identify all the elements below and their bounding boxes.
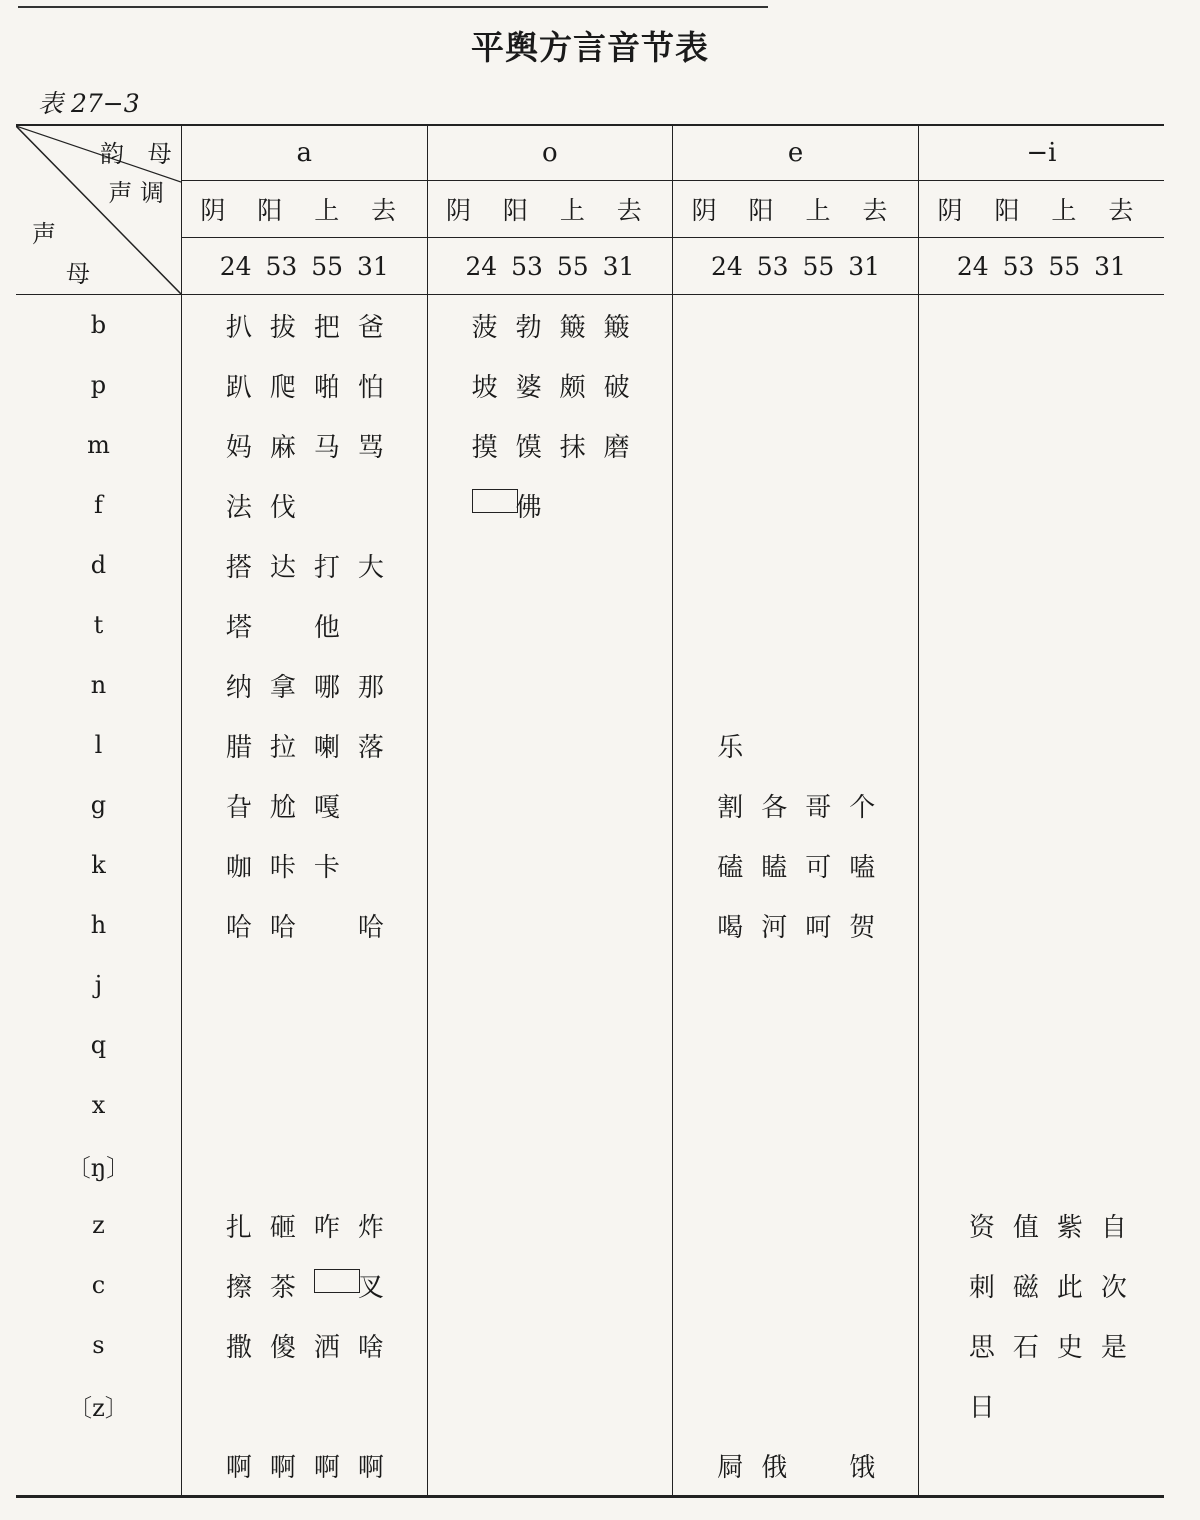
table-row xyxy=(16,655,1164,715)
syllable-char: 啊 xyxy=(357,1452,384,1483)
syllable-char: 拔 xyxy=(269,312,296,343)
char-group xyxy=(226,487,427,524)
syllable-cell xyxy=(181,475,427,535)
final-header-o: o xyxy=(427,125,673,181)
initial-cell: p xyxy=(16,355,181,415)
syllable-char: 卡 xyxy=(313,852,340,883)
initial-cell: s xyxy=(16,1315,181,1375)
syllable-char: 爸 xyxy=(357,312,384,343)
syllable-table xyxy=(16,124,1164,1498)
tone-values: 24 53 55 31 xyxy=(427,238,673,295)
syllable-char: 妈 xyxy=(225,432,252,463)
char-group xyxy=(717,907,918,944)
char-group xyxy=(226,787,427,824)
syllable-cell xyxy=(918,835,1164,895)
syllable-cell xyxy=(181,535,427,595)
syllable-cell xyxy=(673,1375,919,1435)
syllable-cell xyxy=(427,1075,673,1135)
syllable-char: 哈 xyxy=(269,912,296,943)
tone-label xyxy=(102,178,162,208)
char-group xyxy=(717,847,918,884)
syllable-char: 马 xyxy=(313,432,340,463)
syllable-cell xyxy=(427,1255,673,1315)
syllable-char: 俄 xyxy=(761,1452,788,1483)
syllable-cell xyxy=(181,1075,427,1135)
syllable-char: 石 xyxy=(1012,1332,1039,1363)
syllable-char: 啪 xyxy=(313,372,340,403)
syllable-char: 啥 xyxy=(357,1332,384,1363)
char-group xyxy=(969,1207,1164,1244)
char-group xyxy=(717,727,918,764)
syllable-cell xyxy=(427,1015,673,1075)
table-row xyxy=(16,1435,1164,1497)
syllable-cell xyxy=(427,595,673,655)
syllable-cell xyxy=(673,475,919,535)
initial-cell: n xyxy=(16,655,181,715)
table-row xyxy=(16,775,1164,835)
syllable-char: 啊 xyxy=(225,1452,252,1483)
char-group xyxy=(969,1327,1164,1364)
initial-cell: t xyxy=(16,595,181,655)
syllable-char: 资 xyxy=(968,1212,995,1243)
syllable-cell xyxy=(673,655,919,715)
initial-cell: 〔z〕 xyxy=(16,1375,181,1435)
syllable-char: 哪 xyxy=(313,672,340,703)
syllable-cell xyxy=(673,415,919,475)
syllable-char: 磁 xyxy=(1012,1272,1039,1303)
syllable-char: 磨 xyxy=(603,432,630,463)
syllable-char: 把 xyxy=(313,312,340,343)
char-group xyxy=(969,1387,1164,1424)
syllable-char: 瞌 xyxy=(761,852,788,883)
syllable-cell xyxy=(918,1375,1164,1435)
table-row xyxy=(16,595,1164,655)
char-group xyxy=(226,547,427,584)
syllable-cell xyxy=(673,1435,919,1497)
initial-cell: d xyxy=(16,535,181,595)
syllable-char: 勃 xyxy=(515,312,542,343)
initial-cell: m xyxy=(16,415,181,475)
syllable-char: 撒 xyxy=(225,1332,252,1363)
syllable-cell xyxy=(181,655,427,715)
syllable-char: 颇 xyxy=(559,372,586,403)
missing-char-box xyxy=(314,1267,358,1304)
char-group xyxy=(226,1327,427,1364)
syllable-cell xyxy=(427,715,673,775)
syllable-char: 佛 xyxy=(515,492,542,523)
syllable-char: 次 xyxy=(1100,1272,1127,1303)
syllable-cell xyxy=(918,655,1164,715)
syllable-char: 刺 xyxy=(968,1272,995,1303)
syllable-cell xyxy=(918,955,1164,1015)
syllable-cell xyxy=(673,1135,919,1195)
syllable-char: 哥 xyxy=(805,792,832,823)
syllable-cell xyxy=(427,895,673,955)
syllable-char: 婆 xyxy=(515,372,542,403)
initial-cell: j xyxy=(16,955,181,1015)
syllable-char: 坡 xyxy=(471,372,498,403)
table-row xyxy=(16,1075,1164,1135)
syllable-char xyxy=(314,487,358,524)
initial-cell: x xyxy=(16,1075,181,1135)
syllable-char: 拉 xyxy=(269,732,296,763)
char-group xyxy=(226,1447,427,1484)
syllable-char: 傻 xyxy=(269,1332,296,1363)
syllable-cell xyxy=(181,1135,427,1195)
syllable-char: 贺 xyxy=(849,912,876,943)
missing-char-box xyxy=(472,487,516,524)
initial-cell: z xyxy=(16,1195,181,1255)
table-row xyxy=(16,1375,1164,1435)
syllable-cell xyxy=(918,295,1164,356)
syllable-char: 落 xyxy=(357,732,384,763)
syllable-cell xyxy=(181,295,427,356)
syllable-char: 咖 xyxy=(225,852,252,883)
tone-names: 阴 阳 上 去 xyxy=(918,181,1164,238)
syllable-char: 抹 xyxy=(559,432,586,463)
syllable-cell xyxy=(427,775,673,835)
syllable-char xyxy=(314,907,358,944)
syllable-cell xyxy=(918,1315,1164,1375)
syllable-cell xyxy=(181,1195,427,1255)
syllable-char: 啊 xyxy=(269,1452,296,1483)
empty-box-glyph xyxy=(472,489,518,513)
syllable-cell xyxy=(181,595,427,655)
table-row xyxy=(16,535,1164,595)
syllable-char: 趴 xyxy=(225,372,252,403)
syllable-cell xyxy=(918,1135,1164,1195)
syllable-cell xyxy=(918,895,1164,955)
table-row xyxy=(16,475,1164,535)
syllable-cell xyxy=(181,415,427,475)
syllable-char: 个 xyxy=(849,792,876,823)
initial-cell: k xyxy=(16,835,181,895)
syllable-char xyxy=(805,1447,849,1484)
syllable-char: 咋 xyxy=(313,1212,340,1243)
initial-cell: h xyxy=(16,895,181,955)
syllable-char xyxy=(805,727,849,764)
initial-cell: f xyxy=(16,475,181,535)
syllable-cell xyxy=(673,1315,919,1375)
syllable-cell xyxy=(181,715,427,775)
char-group xyxy=(472,427,673,464)
syllable-char xyxy=(1013,1387,1057,1424)
top-rule xyxy=(18,6,768,8)
syllable-char: 叉 xyxy=(357,1272,384,1303)
syllable-char: 哈 xyxy=(225,912,252,943)
syllable-char xyxy=(1101,1387,1145,1424)
syllable-cell xyxy=(181,895,427,955)
syllable-char: 那 xyxy=(357,672,384,703)
syllable-cell xyxy=(427,835,673,895)
syllable-char: 嘎 xyxy=(313,792,340,823)
char-group xyxy=(472,367,673,404)
syllable-char: 值 xyxy=(1012,1212,1039,1243)
syllable-cell xyxy=(673,1075,919,1135)
syllable-char: 炸 xyxy=(357,1212,384,1243)
initial-cell: 〔ŋ〕 xyxy=(16,1135,181,1195)
syllable-cell xyxy=(427,415,673,475)
syllable-cell xyxy=(673,895,919,955)
table-row xyxy=(16,1315,1164,1375)
page-title: 平舆方言音节表 xyxy=(471,28,709,67)
syllable-cell xyxy=(673,535,919,595)
corner-header xyxy=(16,125,181,295)
syllable-char: 骂 xyxy=(357,432,384,463)
tone-label-text: 声 调 xyxy=(108,179,164,207)
table-row xyxy=(16,835,1164,895)
syllable-char: 咔 xyxy=(269,852,296,883)
syllable-cell xyxy=(918,715,1164,775)
tone-names: 阴 阳 上 去 xyxy=(673,181,919,238)
syllable-cell xyxy=(427,655,673,715)
syllable-char xyxy=(358,787,402,824)
syllable-char xyxy=(849,727,893,764)
syllable-char: 伐 xyxy=(269,492,296,523)
syllable-char: 嗑 xyxy=(849,852,876,883)
syllable-char: 达 xyxy=(269,552,296,583)
syllable-cell xyxy=(918,1435,1164,1497)
initial-cell: b xyxy=(16,295,181,356)
syllable-char xyxy=(358,847,402,884)
syllable-cell xyxy=(427,475,673,535)
syllable-cell xyxy=(427,535,673,595)
syllable-cell xyxy=(673,1255,919,1315)
char-group xyxy=(226,307,427,344)
initial-cell: g xyxy=(16,775,181,835)
syllable-cell xyxy=(427,1435,673,1497)
syllable-char: 腊 xyxy=(225,732,252,763)
syllable-char: 搭 xyxy=(225,552,252,583)
tone-values: 24 53 55 31 xyxy=(181,238,427,295)
syllable-char xyxy=(358,487,402,524)
char-group xyxy=(226,667,427,704)
syllable-cell xyxy=(673,1015,919,1075)
empty-box-glyph xyxy=(314,1269,360,1293)
syllable-char: 他 xyxy=(313,612,340,643)
syllable-cell xyxy=(181,1015,427,1075)
syllable-char: 砸 xyxy=(269,1212,296,1243)
char-group xyxy=(226,607,427,644)
tone-names: 阴 阳 上 去 xyxy=(181,181,427,238)
final-header-a: a xyxy=(181,125,427,181)
syllable-cell xyxy=(181,1315,427,1375)
syllable-char: 破 xyxy=(603,372,630,403)
syllable-char: 哈 xyxy=(357,912,384,943)
char-group xyxy=(226,427,427,464)
syllable-char xyxy=(270,607,314,644)
syllable-cell xyxy=(673,835,919,895)
syllable-cell xyxy=(427,295,673,356)
syllable-cell xyxy=(181,835,427,895)
syllable-char xyxy=(761,727,805,764)
syllable-char: 打 xyxy=(313,552,340,583)
tone-values: 24 53 55 31 xyxy=(673,238,919,295)
initial-cell: l xyxy=(16,715,181,775)
syllable-cell xyxy=(181,1255,427,1315)
syllable-cell xyxy=(673,775,919,835)
syllable-char: 自 xyxy=(1100,1212,1127,1243)
syllable-char xyxy=(1057,1387,1101,1424)
syllable-char: 屙 xyxy=(717,1452,744,1483)
syllable-char: 扒 xyxy=(225,312,252,343)
syllable-cell xyxy=(427,1375,673,1435)
final-header-e: e xyxy=(673,125,919,181)
syllable-cell xyxy=(673,295,919,356)
syllable-rows xyxy=(16,295,1164,1497)
syllable-char: 簸 xyxy=(559,312,586,343)
table-row xyxy=(16,415,1164,475)
table-row xyxy=(16,355,1164,415)
syllable-char: 麻 xyxy=(269,432,296,463)
syllable-cell xyxy=(427,1195,673,1255)
syllable-cell xyxy=(181,955,427,1015)
syllable-char: 饿 xyxy=(849,1452,876,1483)
tone-values: 24 53 55 31 xyxy=(918,238,1164,295)
table-row xyxy=(16,715,1164,775)
syllable-cell xyxy=(427,1315,673,1375)
syllable-cell xyxy=(918,415,1164,475)
syllable-cell xyxy=(673,955,919,1015)
syllable-cell xyxy=(673,595,919,655)
syllable-cell xyxy=(918,1075,1164,1135)
syllable-char xyxy=(560,487,604,524)
syllable-char: 喝 xyxy=(717,912,744,943)
table-row xyxy=(16,1195,1164,1255)
char-group xyxy=(226,1267,427,1304)
syllable-char: 可 xyxy=(805,852,832,883)
syllable-char: 思 xyxy=(968,1332,995,1363)
initial-cell xyxy=(16,1435,181,1497)
syllable-char: 怕 xyxy=(357,372,384,403)
syllable-char: 尬 xyxy=(269,792,296,823)
char-group xyxy=(226,367,427,404)
syllable-char: 菠 xyxy=(471,312,498,343)
syllable-cell xyxy=(918,1015,1164,1075)
table-number: 表 27−3 xyxy=(38,89,140,118)
syllable-cell xyxy=(181,775,427,835)
syllable-char: 河 xyxy=(761,912,788,943)
syllable-char: 磕 xyxy=(717,852,744,883)
initial-cell: q xyxy=(16,1015,181,1075)
syllable-cell xyxy=(427,355,673,415)
syllable-char: 簸 xyxy=(603,312,630,343)
initials-label-b: 母 xyxy=(66,260,98,288)
char-group xyxy=(226,727,427,764)
syllable-cell xyxy=(673,715,919,775)
syllable-char: 日 xyxy=(968,1392,995,1423)
syllable-char: 呵 xyxy=(805,912,832,943)
final-header-i: −i xyxy=(918,125,1164,181)
tone-names: 阴 阳 上 去 xyxy=(427,181,673,238)
syllable-cell xyxy=(918,1195,1164,1255)
syllable-char: 旮 xyxy=(225,792,252,823)
syllable-char: 喇 xyxy=(313,732,340,763)
char-group xyxy=(969,1267,1164,1304)
finals-label: 韵 母 xyxy=(100,140,180,168)
syllable-char: 紫 xyxy=(1056,1212,1083,1243)
initials-label-a: 声 xyxy=(32,220,64,248)
syllable-cell xyxy=(918,475,1164,535)
syllable-cell xyxy=(918,535,1164,595)
syllable-cell xyxy=(181,1435,427,1497)
table-row xyxy=(16,1135,1164,1195)
char-group xyxy=(226,1207,427,1244)
syllable-char: 塔 xyxy=(225,612,252,643)
syllable-char: 割 xyxy=(717,792,744,823)
syllable-char: 纳 xyxy=(225,672,252,703)
syllable-char: 大 xyxy=(357,552,384,583)
initial-cell: c xyxy=(16,1255,181,1315)
syllable-char: 拿 xyxy=(269,672,296,703)
char-group xyxy=(717,787,918,824)
syllable-char: 此 xyxy=(1056,1272,1083,1303)
char-group xyxy=(226,907,427,944)
syllable-char xyxy=(358,607,402,644)
syllable-cell xyxy=(181,355,427,415)
syllable-cell xyxy=(181,1375,427,1435)
syllable-char: 爬 xyxy=(269,372,296,403)
syllable-char: 啊 xyxy=(313,1452,340,1483)
syllable-char xyxy=(604,487,648,524)
table-row xyxy=(16,955,1164,1015)
char-group xyxy=(717,1447,918,1484)
syllable-char: 扎 xyxy=(225,1212,252,1243)
char-group xyxy=(472,487,673,524)
syllable-char: 洒 xyxy=(313,1332,340,1363)
syllable-cell xyxy=(918,595,1164,655)
syllable-cell xyxy=(673,1195,919,1255)
table-row xyxy=(16,295,1164,356)
syllable-char: 法 xyxy=(225,492,252,523)
syllable-cell xyxy=(918,355,1164,415)
syllable-cell xyxy=(427,1135,673,1195)
syllable-cell xyxy=(918,775,1164,835)
syllable-char: 乐 xyxy=(717,732,744,763)
syllable-char: 各 xyxy=(761,792,788,823)
table-row xyxy=(16,1015,1164,1075)
syllable-char: 是 xyxy=(1100,1332,1127,1363)
syllable-char: 摸 xyxy=(471,432,498,463)
syllable-char: 馍 xyxy=(515,432,542,463)
table-row xyxy=(16,895,1164,955)
syllable-cell xyxy=(918,1255,1164,1315)
char-group xyxy=(472,307,673,344)
syllable-cell xyxy=(673,355,919,415)
char-group xyxy=(226,847,427,884)
syllable-cell xyxy=(427,955,673,1015)
table-row xyxy=(16,1255,1164,1315)
syllable-char: 史 xyxy=(1056,1332,1083,1363)
syllable-char: 擦 xyxy=(225,1272,252,1303)
syllable-char: 茶 xyxy=(269,1272,296,1303)
